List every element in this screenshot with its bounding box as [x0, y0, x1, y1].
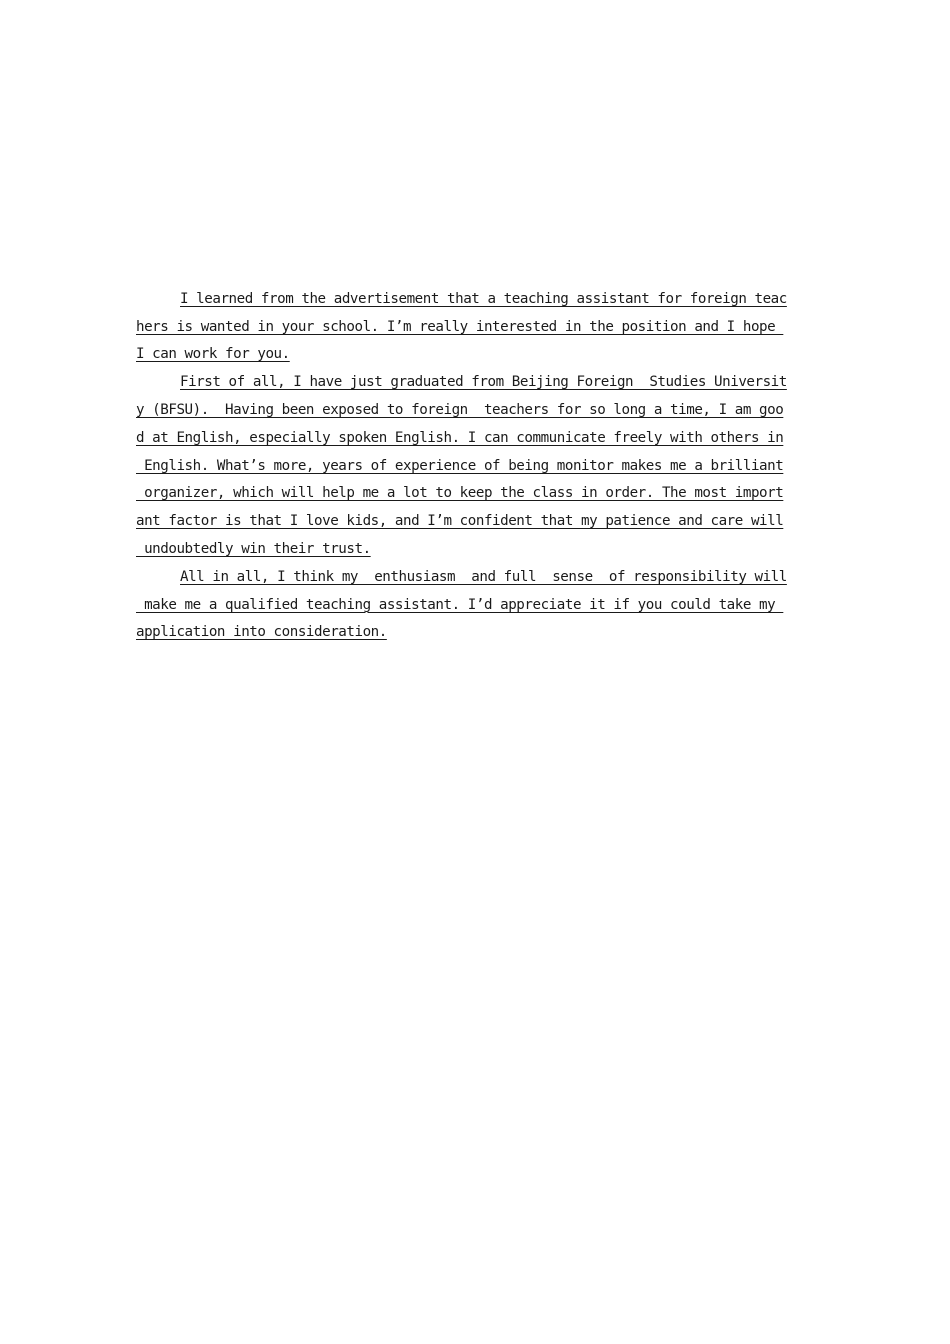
answer-4-tail	[136, 119, 816, 147]
section-3-heading	[136, 230, 816, 258]
para3-line	[136, 619, 816, 647]
para2-line	[136, 369, 816, 397]
para1-line	[136, 341, 816, 369]
para3-text: application into consideration.	[136, 624, 387, 641]
question-5	[136, 147, 816, 175]
answer-5-line-1	[136, 175, 816, 203]
letter-signature	[136, 703, 816, 731]
para2-line	[136, 508, 816, 536]
para1-text: I can work for you.	[136, 346, 290, 363]
para2-line	[136, 480, 816, 508]
letter-closing	[136, 647, 816, 675]
para3-line	[136, 564, 816, 592]
para2-text: First of all, I have just graduated from Beijing Foreign Studies Universit	[180, 374, 787, 391]
para2-line	[136, 397, 816, 425]
para3-text: make me a qualified teaching assistant. I’d appreciate it if you could take my	[136, 596, 784, 613]
para2-text: organizer, which will help me a lot to keep the class in order. The most import	[136, 485, 784, 502]
para2-line	[136, 536, 816, 564]
para3-line	[136, 592, 816, 620]
para2-text: undoubtedly win their trust.	[136, 540, 371, 557]
para1-line	[136, 286, 816, 314]
para1-text: hers is wanted in your school. I’m really interested in the position and I hope	[136, 318, 784, 335]
para2-line	[136, 453, 816, 481]
para2-line	[136, 425, 816, 453]
document-page	[136, 119, 816, 731]
para2-text: y (BFSU). Having been exposed to foreign teachers for so long a time, I am goo	[136, 401, 784, 418]
para2-text: d at English, especially spoken English. I can communicate freely with others in	[136, 429, 784, 446]
answer-5-line-2	[136, 202, 816, 230]
para2-text: English. What’s more, years of experience of being monitor makes me a brilliant	[136, 457, 784, 474]
para3-text: All in all, I think my enthusiasm and full sense of responsibility will	[180, 568, 787, 585]
letter-signoff	[136, 675, 816, 703]
para2-text: ant factor is that I love kids, and I’m confident that my patience and care will	[136, 513, 784, 530]
para1-text: I learned from the advertisement that a teaching assistant for foreign teac	[180, 290, 787, 307]
letter-salutation	[136, 258, 816, 286]
para1-line	[136, 314, 816, 342]
